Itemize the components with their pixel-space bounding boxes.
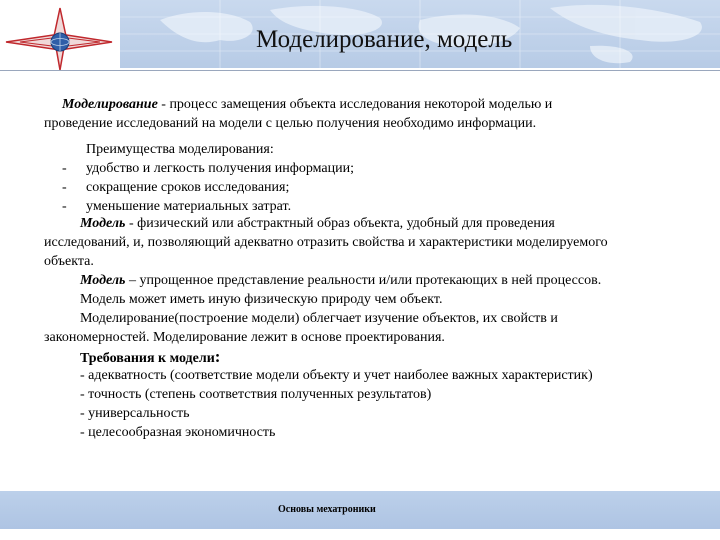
requirements-heading-text: Требования к модели [80, 351, 215, 366]
term-model: Модель [80, 216, 126, 231]
definition-model-line2: исследований, и, позволяющий адекватно отразить свойства и характеристики моделируемого [44, 235, 608, 250]
paragraph-physical-nature: Модель может иметь иную физическую природу чем объект. [80, 292, 443, 307]
requirement-item: - целесообразная экономичность [80, 425, 276, 440]
term-model-2: Модель [80, 273, 126, 288]
slide-title: Моделирование, модель [256, 26, 513, 53]
advantages-heading: Преимущества моделирования: [86, 142, 274, 157]
paragraph-modeling-eases: Моделирование(построение модели) облегчает изучение объектов, их свойств и [80, 311, 558, 326]
definition-modeling-line2: проведение исследований на модели с целью получения необходимо информации. [44, 116, 537, 131]
advantage-bullet: - [62, 199, 67, 214]
requirement-item: - адекватность (соответствие модели объекту и учет наиболее важных характеристик) [80, 368, 593, 383]
advantage-item: сокращение сроков исследования; [86, 180, 290, 195]
definition-model-simplified-text: – упрощенное представление реальности и/или протекающих в ней процессов. [125, 273, 602, 288]
term-modeling: Моделирование [62, 97, 158, 112]
footer-course-name: Основы мехатроники [278, 504, 376, 515]
definition-model-line3: объекта. [44, 254, 94, 269]
paragraph-modeling-eases-line2: закономерностей. Моделирование лежит в основе проектирования. [44, 330, 445, 345]
advantage-bullet: - [62, 180, 67, 195]
definition-model [80, 214, 555, 233]
requirements-heading [80, 347, 220, 368]
requirement-item: - точность (степень соответствия полученных результатов) [80, 387, 432, 402]
definition-modeling [62, 95, 552, 114]
advantage-item: уменьшение материальных затрат. [86, 199, 292, 214]
definition-modeling-text: - процесс замещения объекта исследования некоторой моделью и [157, 97, 553, 112]
advantage-item: удобство и легкость получения информации; [86, 161, 354, 176]
advantage-bullet: - [62, 161, 67, 176]
definition-model-text: - физический или абстрактный образ объекта, удобный для проведения [125, 216, 555, 231]
definition-model-simplified [80, 271, 601, 290]
requirements-heading-colon: : [214, 347, 221, 366]
requirement-item: - универсальность [80, 406, 190, 421]
